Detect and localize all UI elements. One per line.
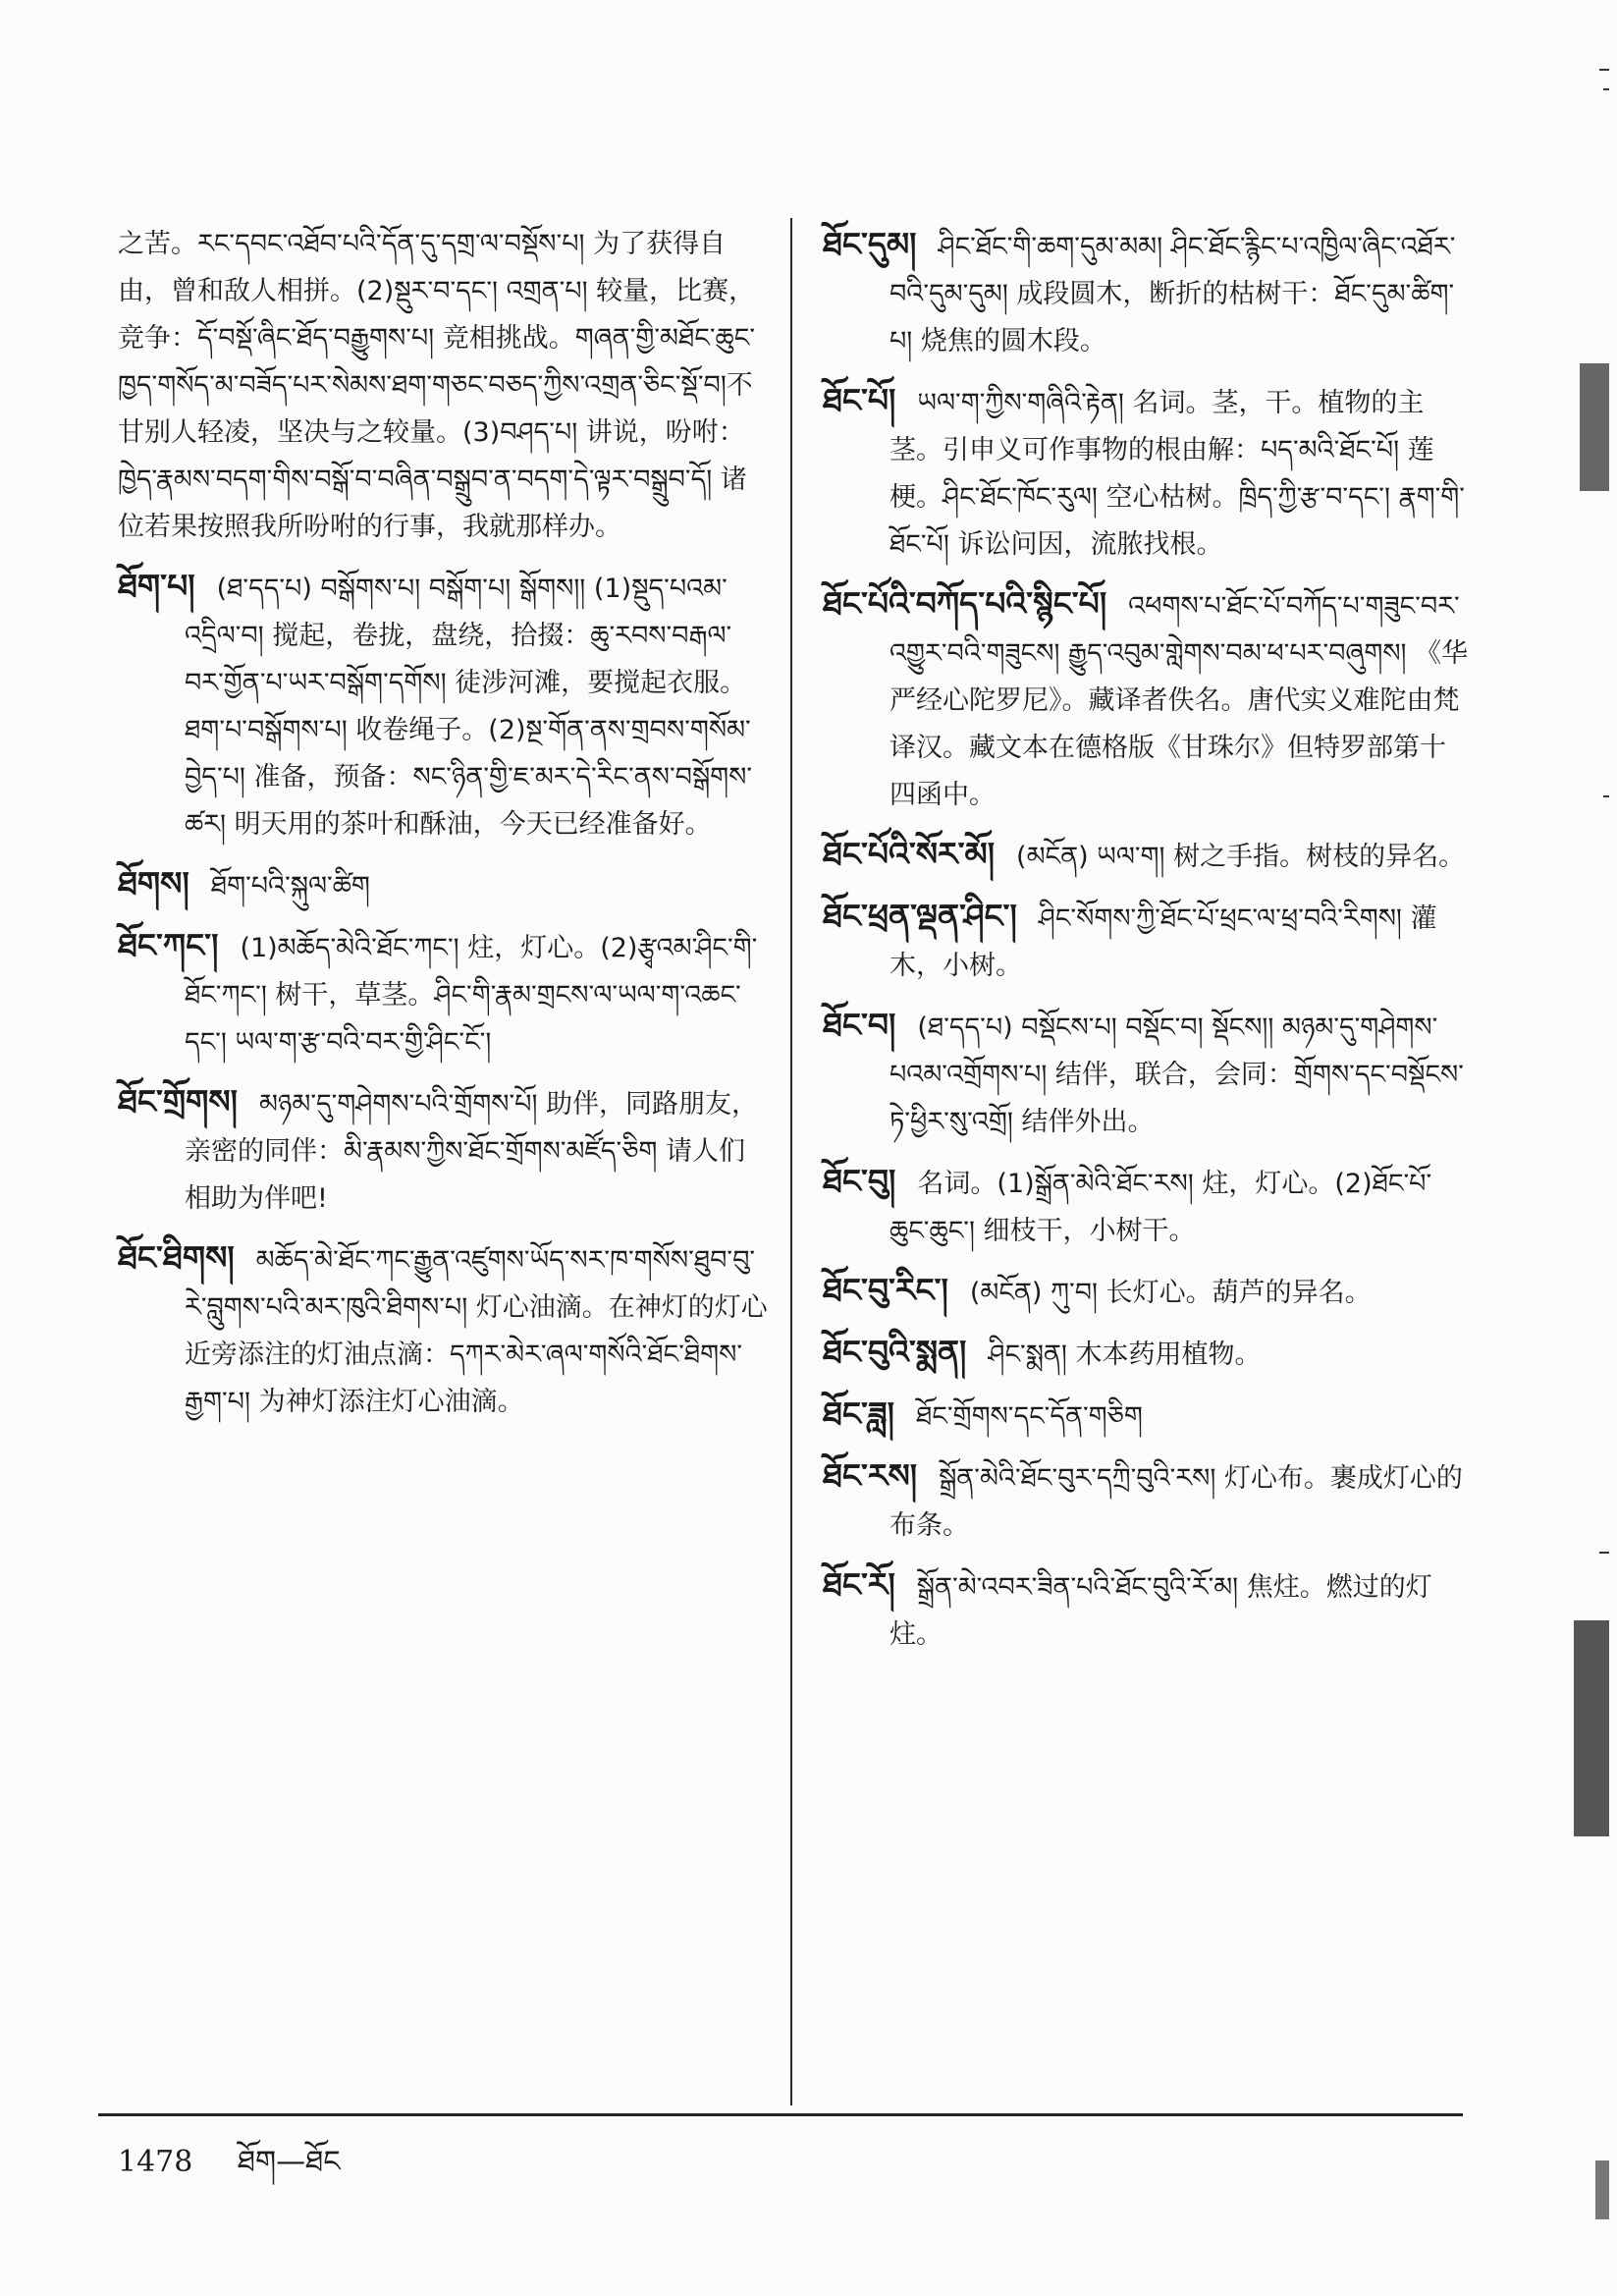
entry-definition: ཐོང་གྲོགས་དང་དོན་གཅིག (916, 1401, 1143, 1432)
dictionary-entry (823, 831, 1471, 881)
entry-definition: མཉམ་དུ་གཤེགས་པའི་གྲོགས་པོ། 助伴，同路朋友，亲密的同伴：མི་རྣམས་ཀྱིས་ཐོང་གྲོགས་མཛོད་ཅིག 请人们相助为伴吧! (185, 1089, 759, 1214)
entry-definition: སྒྲོན་མེའི་ཐོང་བུར་དཀྲི་བུའི་རས། 灯心布。裹成灯心的布条。 (889, 1463, 1463, 1541)
dictionary-entry (823, 1561, 1471, 1659)
dictionary-entry (823, 1391, 1471, 1441)
dictionary-entry (823, 1267, 1471, 1317)
entry-headword: ཐོང་བུའི་སྨན། (823, 1333, 967, 1371)
page-number: 1478 (118, 2145, 193, 2179)
entry-definition: ཤིང་ཐོང་གི་ཆག་དུམ་མམ། ཤིང་ཐོང་རྙིང་པ་འཁྱིལ་ཞིང་འཐོར་བའི་དུམ་དུམ། 成段圆木，断折的枯树干：ཐོང་དུམ་ཚིག་པ། 烧焦的圆木段。 (889, 232, 1456, 356)
entry-headword: ཐོང་པོའི་བཀོད་པའི་སྙིང་པོ། (823, 584, 1107, 623)
page-footer (118, 2129, 341, 2212)
entry-definition: ཡལ་ག་ཀྱིས་གཞིའི་རྟེན། 名词。茎，干。植物的主茎。引申义可作事物的根由解：པད་མའི་ཐོང་པོ། 莲梗。ཤིང་ཐོང་ཁོང་རུལ། 空心枯树。ཁྲིད་ཀྱི་རྩ་བ་དང་། རྣག་གི་ཐོང་པོ། 诉讼问因，流脓找根。 (889, 388, 1465, 560)
entry-headword: ཐོང་རས། (823, 1456, 918, 1495)
left-column (118, 221, 771, 1438)
entry-definition: འཕགས་པ་ཐོང་པོ་བཀོད་པ་གཟུང་བར་འགྱུར་བའི་གཟུངས། རྒྱུད་འབུམ་གླེགས་བམ་ཕ་པར་བཞུགས། 《华严经心陀罗尼》。藏译者佚名。唐代实义难陀由梵译汉。藏文本在德格版《甘珠尔》但特罗部第十四函中。 (889, 591, 1469, 810)
page-range: ཐོག—ཐོང (237, 2145, 341, 2179)
entry-headword: ཐོང་པོ། (823, 381, 896, 419)
footer-rule (98, 2113, 1463, 2116)
entry-definition: 名词。(1)སྒྲོན་མེའི་ཐོང་རས། 炷，灯心。(2)ཐོང་པོ་ཆུང་ཆུང་། 细枝干，小树干。 (889, 1169, 1432, 1246)
dictionary-entry (118, 1234, 771, 1426)
dictionary-entry (823, 221, 1471, 365)
entry-definition: 之苦。རང་དབང་འཐོབ་པའི་དོན་དུ་དགྲ་ལ་བསྡོས་པ། 为了获得自由，曾和敌人相拼。(2)སྡུར་བ་དང་། འགྲན་པ། 较量，比赛，竞争：དོ་བསྡོ་ཞིང་ཐོད་བརྒྱུགས་པ། 竞相挑战。གཞན་གྱི་མཐོང་ཆུང་ཁྱད་གསོད་མ་བཟོད་པར་སེམས་ཐག་གཅང་བཅད་ཀྱིས་འགྲན་ཅིང་སྡོ་བ།不甘别人轻凌，坚决与之较量。(3)བཤད་པ། 讲说，吩咐：ཁྱེད་རྣམས་བདག་གིས་བསྒོ་བ་བཞིན་བསྒྲུབ་ན་བདག་དེ་ལྟར་བསྒྲུབ་དོ། 诸位若果按照我所吩咐的行事，我就那样办。 (118, 229, 756, 542)
dictionary-entry (823, 377, 1471, 569)
dictionary-entry (823, 1002, 1471, 1146)
dictionary-entry (823, 1452, 1471, 1550)
entry-headword: ཐོང་ཟླ། (823, 1394, 894, 1433)
entry-definition: (ཐ་དད་པ) བསྒོགས་པ། བསྒོག་པ། སྒོགས།། (1)སྡུད་པའམ་འདྲིལ་བ། 搅起，卷拢，盘绕，拾掇：ཆུ་རབས་བརྒལ་བར་གྱོན་པ་ཡར་བསྒོག་དགོས། 徒涉河滩，要搅起衣服。ཐག་པ་བསྒོགས་པ། 收卷绳子。(2)སྔ་གོན་ནས་གྲབས་གསོམ་བྱེད་པ། 准备，预备：སང་ཉིན་གྱི་ཇ་མར་དེ་རིང་ནས་བསྒོགས་ཚར། 明天用的茶叶和酥油，今天已经准备好。 (185, 574, 753, 840)
dictionary-entry (823, 580, 1471, 819)
entry-headword: ཐོག་པ། (118, 567, 195, 605)
dictionary-entry (823, 1329, 1471, 1379)
continuation-text (118, 221, 771, 551)
entry-definition: སྒྲོན་མེ་འབར་ཟིན་པའི་ཐོང་བུའི་རོ་མ། 焦炷。燃过的灯炷。 (889, 1572, 1432, 1650)
entry-definition: ཤིང་སྨན། 木本药用植物。 (988, 1339, 1262, 1370)
right-column (823, 221, 1471, 1670)
entry-headword: ཐོང་ཕྲན་ལྡན་ཤིང་། (823, 897, 1017, 935)
scan-edge-marks (1570, 0, 1609, 2296)
entry-definition: ཤིང་སོགས་ཀྱི་ཐོང་པོ་ཕྲང་ལ་ཕྲ་བའི་རིགས། 灌木，小树。 (889, 903, 1437, 981)
entry-definition: (1)མཆོད་མེའི་ཐོང་ཀང་། 炷，灯心。(2)རྩྭའམ་ཤིང་གི་ཐོང་ཀང་། 树干，草茎。ཤིང་གི་རྣམ་གྲངས་ལ་ཡལ་ག་འཆང་དང་། ཡལ་ག་རྩ་བའི་བར་གྱི་ཤིང་ངོ་། (185, 933, 758, 1058)
dictionary-entry (118, 563, 771, 848)
entry-headword: ཐོང་དུམ། (823, 225, 917, 263)
dictionary-entry (118, 922, 771, 1066)
entry-headword: ཐོགས། (118, 864, 189, 902)
entry-headword: ཐོང་རོ། (823, 1565, 895, 1604)
entry-headword: ཐོང་བུ་རིང་། (823, 1271, 948, 1309)
entry-definition: ཐོག་པའི་སྐུལ་ཚིག (210, 871, 370, 902)
entry-headword: ཐོང་པོའི་སོར་མོ། (823, 835, 996, 873)
dictionary-entry (823, 1158, 1471, 1255)
entry-headword: ཐོང་གྲོགས། (118, 1082, 238, 1121)
column-divider (790, 218, 792, 2105)
entry-definition: མཆོད་མེ་ཐོང་ཀང་རྒྱུན་འཛུགས་ཡོད་སར་ཁ་གསོས་ཐུབ་བུ་རེ་བླུགས་པའི་མར་ཁུའི་ཐིགས་པ། 灯心油滴。在神灯的灯心近旁添注的灯油点滴：དཀར་མེར་ཞལ་གསོའི་ཐོང་ཐིགས་རྒྱག་པ། 为神灯添注灯心油滴。 (185, 1245, 768, 1417)
entry-definition: (མངོན) ཡལ་ག། 树之手指。树枝的异名。 (1016, 842, 1466, 872)
dictionary-entry (118, 1078, 771, 1223)
dictionary-entry (823, 893, 1471, 990)
dictionary-entry (118, 860, 771, 910)
entry-headword: ཐོང་བ། (823, 1006, 896, 1044)
entry-headword: ཐོང་བུ། (823, 1162, 896, 1200)
entry-headword: ཐོང་ཐིགས། (118, 1238, 235, 1277)
entry-definition: (མངོན) ཀུ་བ། 长灯心。葫芦的异名。 (969, 1278, 1372, 1308)
entry-headword: ཐོང་ཀང་། (118, 926, 219, 964)
entry-definition: (ཐ་དད་པ) བསྡོངས་པ། བསྡོང་བ། སྡོངས།། མཉམ་དུ་གཤེགས་པའམ་འགྲོགས་པ། 结伴，联合，会同：གྲོགས་དང་བསྡོངས་ཏེ་ཕྱིར་སུ་འགྲོ། 结伴外出。 (889, 1012, 1464, 1137)
